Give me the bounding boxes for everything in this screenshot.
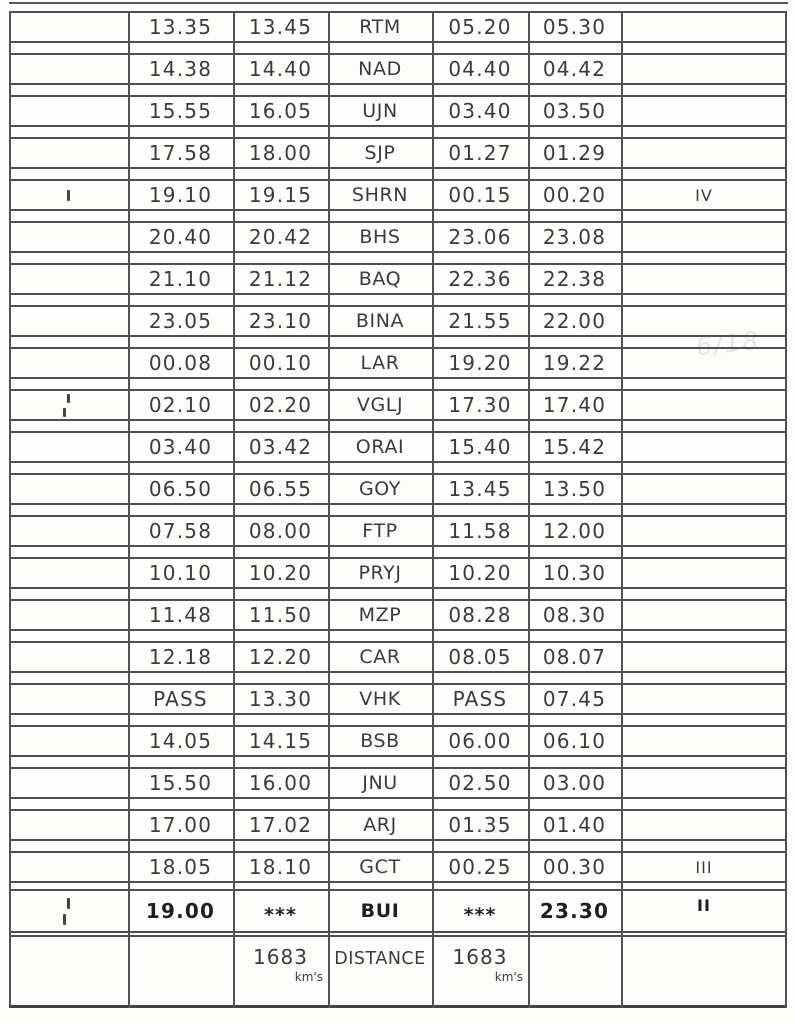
- station-code-cell: LAR: [360, 352, 400, 374]
- station-code-cell: GOY: [358, 478, 402, 500]
- timetable-row-BAQ: [9, 263, 787, 295]
- loop-note-cell: [621, 475, 787, 503]
- down-arrival-cell: 14.38: [148, 57, 213, 81]
- down-arrival-cell: 15.55: [148, 99, 213, 123]
- up-departure-cell: 08.30: [542, 603, 607, 627]
- loop-note-cell: [621, 685, 787, 713]
- line-marker-cell: [9, 55, 128, 83]
- line-marker-cell: [9, 391, 128, 419]
- row-gap: [9, 841, 787, 851]
- timetable-row-ORAI: [9, 431, 787, 463]
- up-arrival-cell: 04.40: [448, 57, 512, 81]
- down-departure-cell: 23.10: [248, 309, 313, 333]
- line-marker-cell: [9, 307, 128, 335]
- station-code-cell: VGLJ: [356, 394, 404, 416]
- loop-note-cell: [621, 223, 787, 251]
- timetable: [9, 11, 787, 1008]
- row-gap: [9, 253, 787, 263]
- down-departure-cell: 02.20: [248, 393, 313, 417]
- down-departure-cell: ***: [264, 904, 297, 926]
- down-departure-cell: 06.55: [248, 477, 313, 501]
- up-arrival-cell: ***: [463, 904, 497, 926]
- down-departure-cell: 16.05: [248, 99, 313, 123]
- loop-note-cell: [621, 97, 787, 125]
- up-arrival-cell: 03.40: [448, 99, 512, 123]
- up-departure-cell: 03.50: [542, 99, 607, 123]
- up-arrival-cell: 11.58: [448, 519, 512, 543]
- line-marker: [67, 898, 70, 909]
- station-code-cell: VHK: [359, 688, 401, 710]
- loop-note-cell: [621, 643, 787, 671]
- cropped-row-rule: [9, 2, 788, 4]
- timetable-row-GCT: [9, 851, 787, 883]
- line-marker-cell: [9, 811, 128, 839]
- row-gap: [9, 673, 787, 683]
- station-code-cell: FTP: [362, 520, 398, 542]
- down-distance-cell: [233, 937, 328, 1005]
- up-arrival-cell: 01.35: [448, 813, 512, 837]
- line-marker-cell: [9, 727, 128, 755]
- down-arrival-cell: 20.40: [148, 225, 213, 249]
- station-code-cell: CAR: [359, 646, 401, 668]
- distance-row: [9, 935, 787, 1008]
- row-gap: [9, 85, 787, 95]
- station-code-cell: RTM: [359, 16, 401, 38]
- row-gap: [9, 547, 787, 557]
- loop-note-cell: [621, 391, 787, 419]
- down-departure-cell: 18.00: [248, 141, 313, 165]
- row-gap: [9, 43, 787, 53]
- line-marker-cell: [9, 891, 128, 931]
- down-departure-cell: 19.15: [248, 183, 313, 207]
- column-grid-line: [128, 11, 130, 1008]
- distance-label: DISTANCE: [334, 949, 426, 969]
- up-arrival-cell: 10.20: [448, 561, 512, 585]
- station-code-cell: BSB: [360, 730, 400, 752]
- up-departure-cell: 17.40: [542, 393, 607, 417]
- down-departure-cell: 08.00: [248, 519, 313, 543]
- row-gap: [9, 295, 787, 305]
- down-departure-cell: 16.00: [248, 771, 313, 795]
- distance-unit: km's: [294, 970, 323, 984]
- down-arrival-cell: 06.50: [148, 477, 213, 501]
- timetable-body: [9, 11, 787, 933]
- column-grid-line: [621, 11, 623, 1008]
- loop-note-cell: [621, 559, 787, 587]
- timetable-row-LAR: [9, 347, 787, 379]
- line-marker: [63, 914, 66, 925]
- timetable-row-MZP: [9, 599, 787, 631]
- loop-note-cell: [621, 727, 787, 755]
- up-arrival-cell: 06.00: [448, 729, 512, 753]
- line-marker-cell: [9, 181, 128, 209]
- up-departure-cell: 13.50: [542, 477, 607, 501]
- down-arrival-cell: PASS: [153, 687, 208, 711]
- down-arrival-cell: 19.00: [145, 899, 216, 923]
- down-departure-cell: 00.10: [248, 351, 313, 375]
- station-code-cell: GCT: [359, 856, 401, 878]
- timetable-row-PRYJ: [9, 557, 787, 589]
- row-gap: [9, 127, 787, 137]
- down-arrival-cell: 17.58: [148, 141, 213, 165]
- up-departure-cell: 06.10: [542, 729, 607, 753]
- up-departure-cell: 19.22: [542, 351, 607, 375]
- down-arrival-cell: 18.05: [148, 855, 213, 879]
- loop-note-cell: [621, 517, 787, 545]
- loop-note-cell: III: [695, 858, 713, 877]
- loop-note-cell: II: [697, 896, 711, 915]
- row-gap: [9, 337, 787, 347]
- timetable-row-UJN: [9, 95, 787, 127]
- line-marker: [63, 408, 66, 417]
- down-departure-cell: 20.42: [248, 225, 313, 249]
- up-arrival-cell: 23.06: [448, 225, 512, 249]
- down-departure-cell: 03.42: [248, 435, 313, 459]
- up-arrival-cell: 08.28: [448, 603, 512, 627]
- timetable-row-BSB: [9, 725, 787, 757]
- down-departure-cell: 13.45: [248, 15, 313, 39]
- down-arrival-cell: 19.10: [148, 183, 213, 207]
- timetable-row-FTP: [9, 515, 787, 547]
- empty-cell: [528, 937, 621, 1005]
- line-marker-cell: [9, 265, 128, 293]
- station-code-cell: BAQ: [358, 268, 402, 290]
- timetable-row-GOY: [9, 473, 787, 505]
- up-departure-cell: 22.38: [542, 267, 607, 291]
- up-departure-cell: 23.30: [539, 899, 610, 923]
- row-gap: [9, 505, 787, 515]
- up-departure-cell: 07.45: [542, 687, 607, 711]
- line-marker-cell: [9, 769, 128, 797]
- column-grid-line: [233, 11, 235, 1008]
- loop-note-cell: [621, 13, 787, 41]
- loop-note-cell: [621, 433, 787, 461]
- timetable-row-SHRN: [9, 179, 787, 211]
- up-departure-cell: 23.08: [542, 225, 607, 249]
- line-marker-cell: [9, 475, 128, 503]
- line-marker-cell: [9, 601, 128, 629]
- up-departure-cell: 00.30: [542, 855, 607, 879]
- column-grid-line: [432, 11, 434, 1008]
- down-arrival-cell: 13.35: [148, 15, 213, 39]
- up-arrival-cell: 21.55: [448, 309, 512, 333]
- up-departure-cell: 01.29: [542, 141, 607, 165]
- line-marker-cell: [9, 559, 128, 587]
- row-gap: [9, 169, 787, 179]
- up-arrival-cell: 00.15: [448, 183, 512, 207]
- column-grid-line: [9, 11, 11, 1008]
- timetable-row-BINA: [9, 305, 787, 337]
- up-departure-cell: 03.00: [542, 771, 607, 795]
- row-gap: [9, 589, 787, 599]
- line-marker-cell: [9, 517, 128, 545]
- down-arrival-cell: 21.10: [148, 267, 213, 291]
- line-marker-cell: [9, 139, 128, 167]
- up-departure-cell: 05.30: [542, 15, 607, 39]
- line-marker-cell: [9, 97, 128, 125]
- line-marker-cell: [9, 349, 128, 377]
- down-arrival-cell: 12.18: [148, 645, 213, 669]
- station-code-cell: MZP: [358, 604, 402, 626]
- station-code-cell: ORAI: [355, 436, 405, 458]
- down-arrival-cell: 15.50: [148, 771, 213, 795]
- timetable-row-CAR: [9, 641, 787, 673]
- loop-note-cell: [621, 307, 787, 335]
- row-gap: [9, 799, 787, 809]
- up-departure-cell: 04.42: [542, 57, 607, 81]
- up-arrival-cell: 05.20: [448, 15, 512, 39]
- up-arrival-cell: 00.25: [448, 855, 512, 879]
- timetable-row-ARJ: [9, 809, 787, 841]
- station-code-cell: PRYJ: [358, 562, 402, 584]
- down-arrival-cell: 23.05: [148, 309, 213, 333]
- loop-note-cell: IV: [695, 185, 713, 205]
- distance-unit: km's: [494, 970, 523, 984]
- down-arrival-cell: 11.48: [148, 603, 213, 627]
- up-arrival-cell: 08.05: [448, 645, 512, 669]
- line-marker: [67, 190, 70, 201]
- station-code-cell: BUI: [360, 900, 400, 922]
- down-departure-cell: 14.40: [248, 57, 313, 81]
- station-code-cell: SHRN: [351, 184, 409, 206]
- line-marker: [67, 394, 70, 403]
- row-gap: [9, 757, 787, 767]
- up-departure-cell: 22.00: [542, 309, 607, 333]
- up-arrival-cell: 19.20: [448, 351, 512, 375]
- station-code-cell: ARJ: [363, 814, 397, 836]
- row-gap: [9, 631, 787, 641]
- loop-note-cell: [621, 349, 787, 377]
- column-grid-line: [785, 11, 787, 1008]
- up-distance-cell: [432, 937, 528, 1005]
- loop-note-cell: [621, 139, 787, 167]
- down-departure-cell: 18.10: [248, 855, 313, 879]
- up-departure-cell: 08.07: [542, 645, 607, 669]
- up-departure-cell: 00.20: [542, 183, 607, 207]
- down-arrival-cell: 07.58: [148, 519, 213, 543]
- loop-note-cell: [621, 769, 787, 797]
- timetable-row-SJP: [9, 137, 787, 169]
- column-grid-line: [528, 11, 530, 1008]
- station-code-cell: BHS: [359, 226, 401, 248]
- empty-cell: [9, 937, 128, 1005]
- timetable-row-RTM: [9, 11, 787, 43]
- station-code-cell: SJP: [364, 142, 396, 164]
- up-departure-cell: 10.30: [542, 561, 607, 585]
- up-arrival-cell: PASS: [452, 687, 508, 711]
- column-grid-line: [328, 11, 330, 1008]
- line-marker-cell: [9, 433, 128, 461]
- down-departure-cell: 17.02: [248, 813, 313, 837]
- up-departure-cell: 01.40: [542, 813, 607, 837]
- line-marker-cell: [9, 643, 128, 671]
- down-arrival-cell: 17.00: [148, 813, 213, 837]
- up-arrival-cell: 02.50: [448, 771, 512, 795]
- up-departure-cell: 12.00: [542, 519, 607, 543]
- station-code-cell: BINA: [355, 310, 405, 332]
- loop-note-cell: [621, 811, 787, 839]
- down-departure-cell: 14.15: [248, 729, 313, 753]
- timetable-row-BUI: [9, 889, 787, 933]
- down-departure-cell: 21.12: [248, 267, 313, 291]
- loop-note-cell: [621, 265, 787, 293]
- row-gap: [9, 421, 787, 431]
- empty-cell: [128, 937, 233, 1005]
- down-departure-cell: 13.30: [248, 687, 313, 711]
- loop-note-cell: [621, 55, 787, 83]
- up-arrival-cell: 17.30: [448, 393, 512, 417]
- up-arrival-cell: 13.45: [448, 477, 512, 501]
- timetable-row-VHK: [9, 683, 787, 715]
- row-gap: [9, 211, 787, 221]
- watermark: 6/18: [694, 325, 762, 362]
- row-gap: [9, 379, 787, 389]
- up-departure-cell: 15.42: [542, 435, 607, 459]
- line-marker-cell: [9, 223, 128, 251]
- up-arrival-cell: 15.40: [448, 435, 512, 459]
- empty-cell: [621, 937, 787, 1005]
- timetable-row-JNU: [9, 767, 787, 799]
- down-departure-cell: 12.20: [248, 645, 313, 669]
- up-arrival-cell: 01.27: [448, 141, 512, 165]
- station-code-cell: NAD: [358, 58, 402, 80]
- distance-value: 1683: [253, 945, 308, 969]
- down-arrival-cell: 00.08: [148, 351, 213, 375]
- station-code-cell: JNU: [362, 772, 398, 794]
- timetable-row-VGLJ: [9, 389, 787, 421]
- down-arrival-cell: 14.05: [148, 729, 213, 753]
- down-departure-cell: 11.50: [248, 603, 313, 627]
- line-marker-cell: [9, 685, 128, 713]
- line-marker-cell: [9, 13, 128, 41]
- loop-note-cell: [621, 601, 787, 629]
- timetable-row-BHS: [9, 221, 787, 253]
- down-departure-cell: 10.20: [248, 561, 313, 585]
- down-arrival-cell: 02.10: [148, 393, 213, 417]
- up-arrival-cell: 22.36: [448, 267, 512, 291]
- down-arrival-cell: 10.10: [148, 561, 213, 585]
- station-code-cell: UJN: [362, 100, 398, 122]
- row-gap: [9, 715, 787, 725]
- distance-value: 1683: [452, 945, 508, 969]
- down-arrival-cell: 03.40: [148, 435, 213, 459]
- line-marker-cell: [9, 853, 128, 881]
- row-gap: [9, 463, 787, 473]
- timetable-row-NAD: [9, 53, 787, 85]
